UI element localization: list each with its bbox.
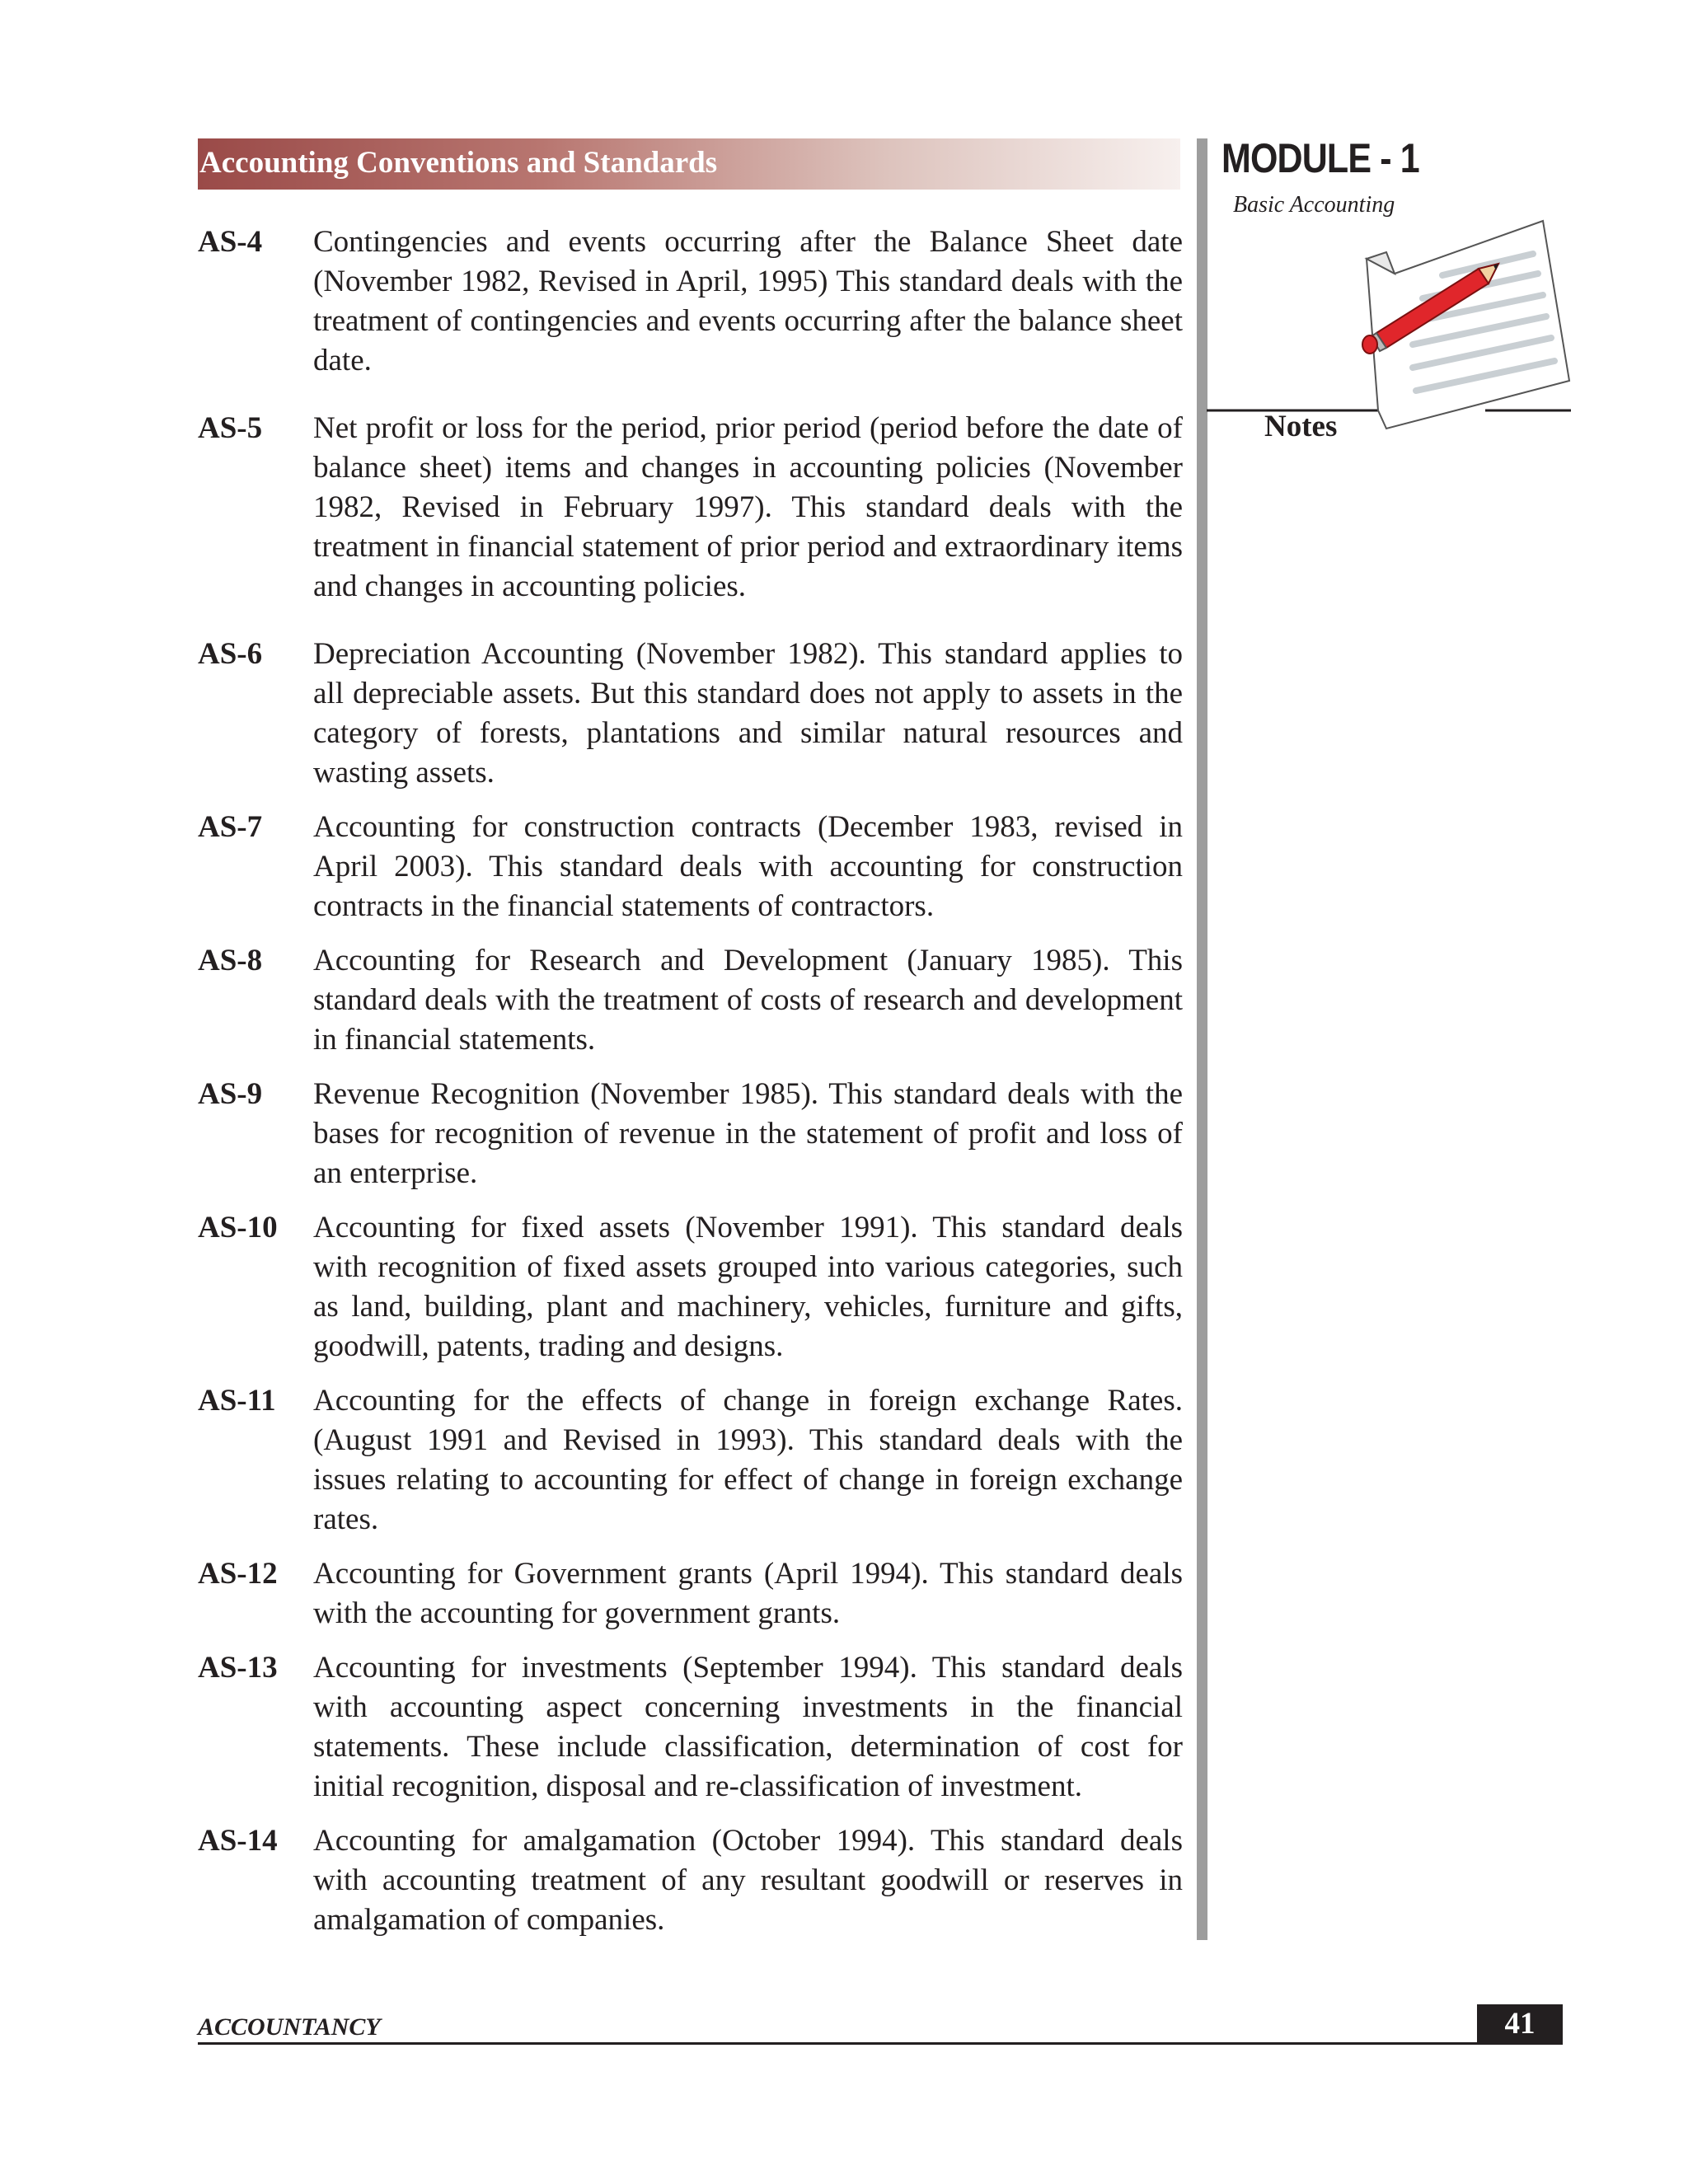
standard-code: AS-10 [198, 1211, 278, 1244]
list-item [198, 1208, 1183, 1366]
list-item [198, 1075, 1183, 1193]
list-item [198, 1554, 1183, 1633]
list-item [198, 409, 1183, 607]
list-item [198, 1381, 1183, 1540]
standard-code: AS-5 [198, 411, 263, 445]
standard-description: Revenue Recognition (November 1985). This standard deals with the bases for recognition of revenue in the statement of profit and loss of an enterprise. [313, 1077, 1183, 1190]
standard-description: Accounting for construction contracts (December 1983, revised in April 2003). This standard deals with accounting for construction contracts in the financial statements of contractors. [313, 810, 1183, 923]
standard-description: Accounting for amalgamation (October 1994). This standard deals with accounting treatment of any resultant goodwill or reserves in amalgamation of companies. [313, 1824, 1183, 1937]
standard-code: AS-12 [198, 1557, 278, 1591]
standard-code: AS-14 [198, 1824, 278, 1858]
standard-code: AS-6 [198, 637, 263, 671]
page-number: 41 [1477, 2004, 1563, 2044]
standard-code: AS-4 [198, 225, 263, 259]
standard-code: AS-11 [198, 1384, 276, 1418]
footer-subject: ACCOUNTANCY [198, 2013, 381, 2041]
standard-description: Depreciation Accounting (November 1982). This standard applies to all depreciable assets. But this standard does not apply to assets in the category of forests, plantations and similar natural resources and wasting assets. [313, 637, 1183, 790]
standard-description: Accounting for the effects of change in foreign exchange Rates. (August 1991 and Revised in 1993). This standard deals with the issues relating to accounting for effect of change in foreign exchange rates. [313, 1384, 1183, 1536]
section-header-bar [198, 138, 1180, 190]
list-item [198, 635, 1183, 793]
standard-description: Accounting for Research and Development (January 1985). This standard deals with the treatment of costs of research and development in financial statements. [313, 944, 1183, 1057]
footer-rule [198, 2042, 1563, 2045]
standard-code: AS-7 [198, 810, 263, 844]
standard-description: Net profit or loss for the period, prior period (period before the date of balance sheet) items and changes in accounting policies (November 1982, Revised in February 1997). This standard deals with the treatment in financial statement of prior period and extraordinary items and changes in accounting policies. [313, 411, 1183, 603]
standard-description: Accounting for fixed assets (November 1991). This standard deals with recognition of fixed assets grouped into various categories, such as land, building, plant and machinery, vehicles, furniture and gifts, goodwill, patents, trading and designs. [313, 1211, 1183, 1363]
list-item [198, 1648, 1183, 1807]
module-title: MODULE - 1 [1221, 135, 1419, 181]
standard-code: AS-8 [198, 944, 263, 977]
standard-description: Contingencies and events occurring after the Balance Sheet date (November 1982, Revised in April, 1995) This standard deals with the treatment of contingencies and events occurring after the balance sheet date. [313, 225, 1183, 377]
standard-code: AS-13 [198, 1651, 278, 1685]
list-item [198, 223, 1183, 381]
notes-pencil-icon [1205, 216, 1573, 452]
list-item [198, 1821, 1183, 1940]
list-item [198, 808, 1183, 926]
notes-label: Notes [1264, 410, 1338, 443]
section-title: Accounting Conventions and Standards [199, 146, 718, 180]
standard-description: Accounting for investments (September 1994). This standard deals with accounting aspect concerning investments in the financial statements. These include classification, determination of cost for initial recognition, disposal and re-classification of investment. [313, 1651, 1183, 1803]
module-subtitle: Basic Accounting [1233, 192, 1395, 218]
list-item [198, 941, 1183, 1060]
standard-description: Accounting for Government grants (April 1994). This standard deals with the accounting for government grants. [313, 1557, 1183, 1630]
standard-code: AS-9 [198, 1077, 263, 1111]
